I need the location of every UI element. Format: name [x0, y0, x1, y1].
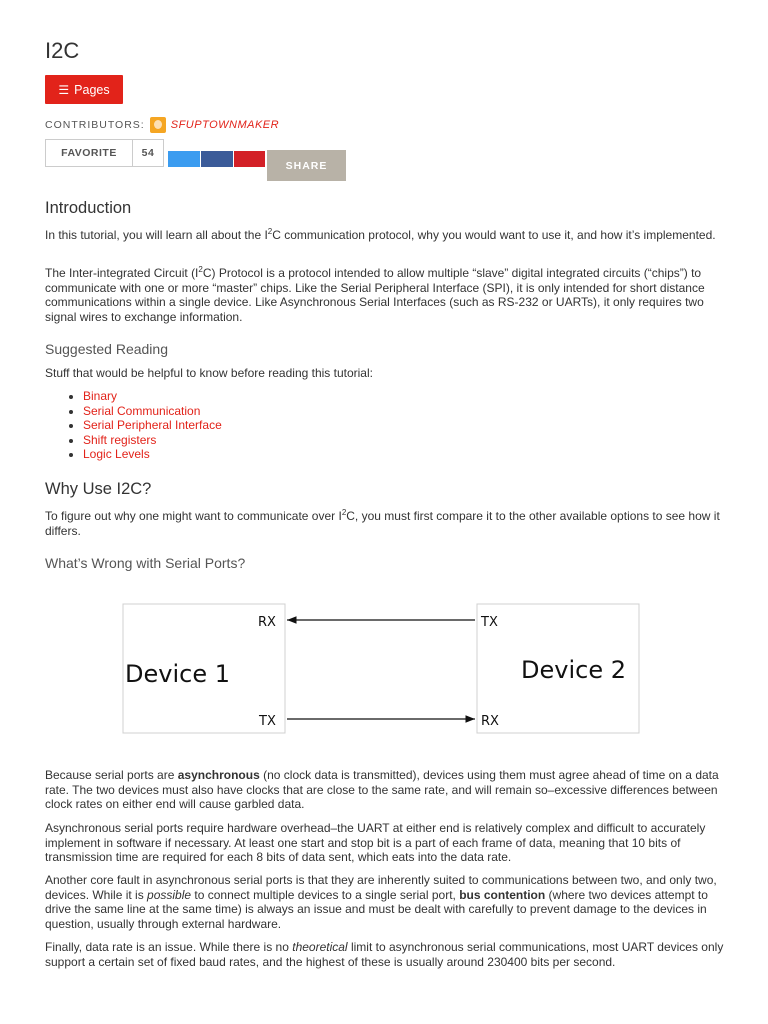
link-shift-registers[interactable]: Shift registers [83, 432, 157, 447]
text: The Inter-integrated Circuit (I [45, 266, 199, 280]
favorite-button[interactable]: FAVORITE [46, 140, 133, 166]
device-1-label: Device 1 [125, 660, 230, 688]
pages-button[interactable] [45, 75, 123, 104]
text: In this tutorial, you will learn all about the I [45, 228, 268, 242]
text: C) Protocol is a protocol intended to allow multiple “slave” digital integrated circuits (“chips”) to communicate with one or more “master” chips. Like the Serial Peripheral Interface (SPI), it is only intended for short distance communications within a single device. Like Asynchronous Serial Interfaces (such as RS-232 or UARTs), it only requires two signal wires to exchange information. [45, 266, 705, 324]
bold-text: bus contention [459, 887, 546, 902]
list-item [83, 389, 763, 404]
superscript: 2 [341, 508, 347, 517]
text: limit to asynchronous serial communications, most UART devices only support a certain set of fixed baud rates, and the highest of these is usually around 230400 bits per second. [45, 940, 724, 969]
contributors-label: CONTRIBUTORS: [45, 119, 145, 131]
list-item [83, 404, 763, 419]
google-share-button[interactable] [234, 151, 265, 167]
intro-heading: Introduction [45, 199, 132, 217]
bold-text: asynchronous [177, 768, 260, 782]
list-item [83, 433, 763, 448]
text: Another core fault in asynchronous serial ports is that they are inherently suited to communications between two, and only two, devices. While it is [45, 873, 717, 902]
favorite-widget [45, 139, 164, 167]
text: Finally, data rate is an issue. While there is no [45, 940, 293, 954]
text: (where two devices attempt to drive the same line at the same time) is always an issue and must be dealt with carefully to prevent damage to the devices in question, usually through external hardware. [45, 887, 708, 931]
share-button[interactable]: SHARE [267, 150, 346, 181]
facebook-share-button[interactable] [201, 151, 233, 167]
serial-paragraph-2: Asynchronous serial ports require hardware overhead–the UART at either end is relatively complex and difficult to accurately implement in software if necessary. At least one start and stop bit is a part of each frame of data, meaning that 10 bits of transmission time are required for each 8 bits of data sent, which eats into the data rate. [45, 821, 706, 865]
text: (no clock data is transmitted), devices using them must agree ahead of time on a data rate. The two devices must also have clocks that are close to the same rate, and will remain so–excessive differences between clock rates on either end will cause garbled data. [45, 768, 719, 812]
link-serial-peripheral-interface[interactable]: Serial Peripheral Interface [83, 418, 222, 433]
why-paragraph [45, 509, 725, 538]
hamburger-icon: ☰ [58, 82, 70, 97]
device-2-label: Device 2 [521, 656, 626, 684]
link-logic-levels[interactable]: Logic Levels [83, 447, 150, 462]
contributors [45, 116, 279, 134]
serial-paragraph-3 [45, 873, 725, 931]
text: to connect multiple devices to a single serial port, [191, 887, 460, 902]
suggested-reading-list [45, 389, 763, 462]
rx-label-device-2: RX [481, 714, 499, 729]
tx-label-device-1: TX [259, 714, 276, 729]
serial-paragraph-1 [45, 768, 725, 812]
intro-paragraph-1 [45, 228, 725, 243]
text: Because serial ports are [45, 768, 178, 782]
rx-label-device-1: RX [258, 615, 276, 630]
link-serial-communication[interactable]: Serial Communication [83, 403, 201, 418]
twitter-share-button[interactable] [168, 151, 200, 167]
favorite-count: 54 [141, 147, 155, 159]
italic-text: possible [147, 887, 192, 902]
serial-ports-heading: What’s Wrong with Serial Ports? [45, 555, 246, 571]
intro-paragraph-2 [45, 266, 725, 324]
superscript: 2 [267, 227, 273, 236]
superscript: 2 [198, 265, 203, 274]
suggested-reading-lead: Stuff that would be helpful to know before reading this tutorial: [45, 366, 373, 380]
list-item [83, 418, 763, 433]
pages-button-label: Pages [74, 82, 110, 97]
text: C, you must first compare it to the other available options to see how it differs. [45, 509, 720, 538]
link-binary[interactable]: Binary [83, 389, 118, 403]
avatar[interactable] [150, 117, 166, 133]
text: C communication protocol, why you would want to use it, and how it’s implemented. [272, 228, 716, 242]
page-title: I2C [45, 38, 80, 63]
why-heading: Why Use I2C? [45, 480, 152, 498]
serial-paragraph-4 [45, 940, 725, 969]
italic-text: theoretical [292, 940, 348, 954]
tx-label-device-2: TX [481, 615, 498, 630]
suggested-reading-heading: Suggested Reading [45, 341, 168, 357]
list-item [83, 447, 763, 462]
text: To figure out why one might want to communicate over I [45, 509, 342, 523]
contributor-link[interactable]: SFUPTOWNMAKER [170, 119, 280, 131]
serial-diagram [95, 585, 675, 750]
